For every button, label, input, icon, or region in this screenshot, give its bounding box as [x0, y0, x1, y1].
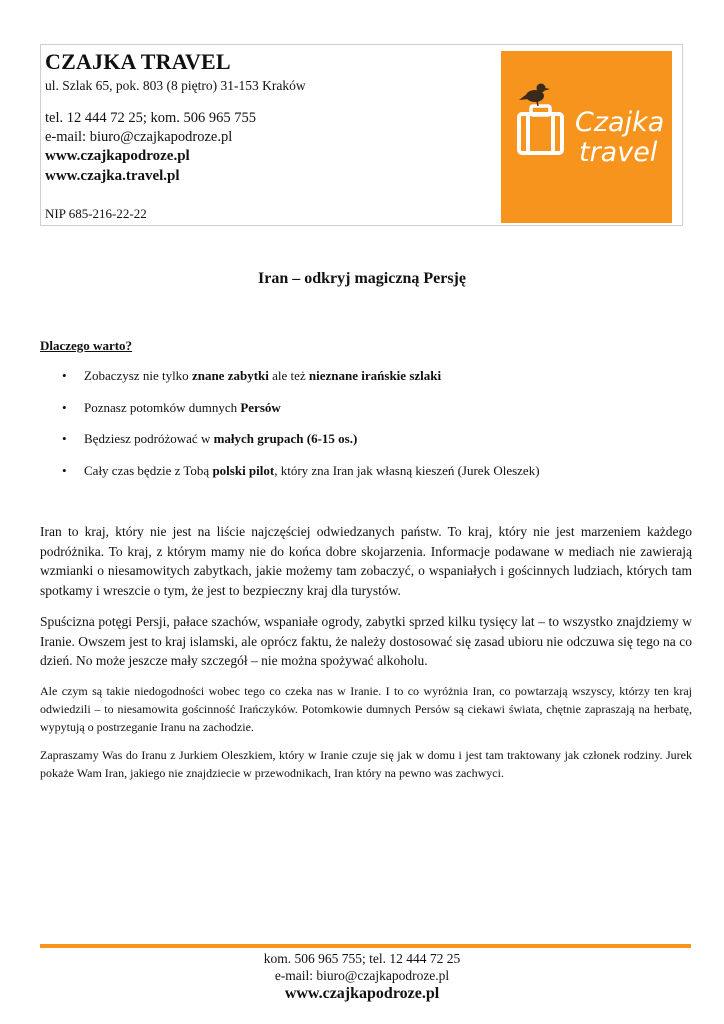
reason-list-item: [40, 400, 680, 432]
company-phone: tel. 12 444 72 25; kom. 506 965 755: [45, 110, 257, 126]
logo-text-travel: travel: [579, 137, 658, 168]
paragraph-1: Iran to kraj, który nie jest na liście najczęściej odwiedzanych państw. To kraj, który nie jest marzeniem każdego podróżnika. To kraj, z którym mamy nie do końca dobre skojarzenia. Informacje podawane w mediach nie zawierają wzmianki o niesamowitych zabytkach, jakie możemy tam zobaczyć, o wspaniałych i gościnnych ludziach, których tam spotkamy i wreszcie o tym, że jest to bezpieczny kraj dla turystów.: [40, 524, 692, 598]
czajka-travel-logo: [501, 51, 672, 223]
bold-text: znane zabytki: [191, 368, 269, 383]
bold-text: polski pilot: [212, 462, 275, 478]
company-nip: NIP 685-216-22-22: [45, 206, 147, 221]
reason-list-item: [40, 368, 680, 400]
paragraph-3: Ale czym są takie niedogodności wobec tego co czeka nas w Iranie. I to co wyróżnia Iran, co powtarzają wszyscy, którzy ten kraj odwiedzili – to niesamowita gościnność Irańczyków. Potomkowie dumnych Persów są ciekawi świata, chętnie zapraszają na herbatę, wypytują o postrzeganie Iranu na zachodzie.: [40, 684, 692, 734]
footer-website-link[interactable]: www.czajkapodroze.pl: [284, 985, 440, 1002]
reason-list-item: [40, 431, 680, 463]
footer-phone: kom. 506 965 755; tel. 12 444 72 25: [263, 951, 461, 966]
website-link-2[interactable]: www.czajka.travel.pl: [45, 168, 180, 184]
footer-email: e-mail: biuro@czajkapodroze.pl: [274, 968, 450, 983]
footer-divider: [40, 944, 691, 948]
bold-text: nieznane irańskie szlaki: [308, 368, 442, 383]
text: Cały czas będzie z Tobą: [84, 462, 213, 478]
paragraph-4: Zapraszamy Was do Iranu z Jurkiem Oleszkiem, który w Iranie czuje się jak w domu i jest tam traktowany jak członek rodziny. Jurek pokaże Wam Iran, jakiego nie znajdziecie w przewodnikach, Iran który na pewno was zachwyci.: [40, 748, 692, 780]
bold-text: małych grupach (6-15 os.): [213, 431, 358, 446]
company-address: ul. Szlak 65, pok. 803 (8 piętro) 31-153 Kraków: [45, 78, 306, 93]
website-link-1[interactable]: www.czajkapodroze.pl: [45, 148, 190, 164]
why-heading: Dlaczego warto?: [40, 338, 133, 353]
text: , który zna Iran jak własną kieszeń (Jurek Oleszek): [274, 462, 540, 478]
reason-list-item: [40, 463, 680, 495]
suitcase-bird-icon: [501, 51, 672, 223]
company-name: CZAJKA TRAVEL: [45, 49, 231, 74]
bold-text: Persów: [240, 399, 281, 415]
logo-text-czajka: Czajka: [575, 107, 665, 138]
text: Poznasz potomków dumnych: [84, 399, 241, 415]
company-email: e-mail: biuro@czajkapodroze.pl: [45, 129, 233, 145]
document-title: Iran – odkryj magiczną Persję: [258, 270, 466, 287]
reasons-list: [40, 368, 680, 494]
text: ale też: [268, 368, 309, 383]
letterhead: [40, 44, 683, 226]
text: Zobaczysz nie tylko: [84, 368, 192, 383]
paragraph-2: Spuścizna potęgi Persji, pałace szachów, wspaniałe ogrody, zabytki sprzed kilku tysięcy lat – to wszystko znajdziemy w Iranie. Owszem jest to kraj islamski, ale oprócz faktu, że należy dostosować się zasad ubioru nie odczuwa się tego na co dzień. No może jeszcze mały szczegół – nie można spożywać alkoholu.: [40, 614, 692, 668]
text: Będziesz podróżować w: [84, 431, 214, 446]
